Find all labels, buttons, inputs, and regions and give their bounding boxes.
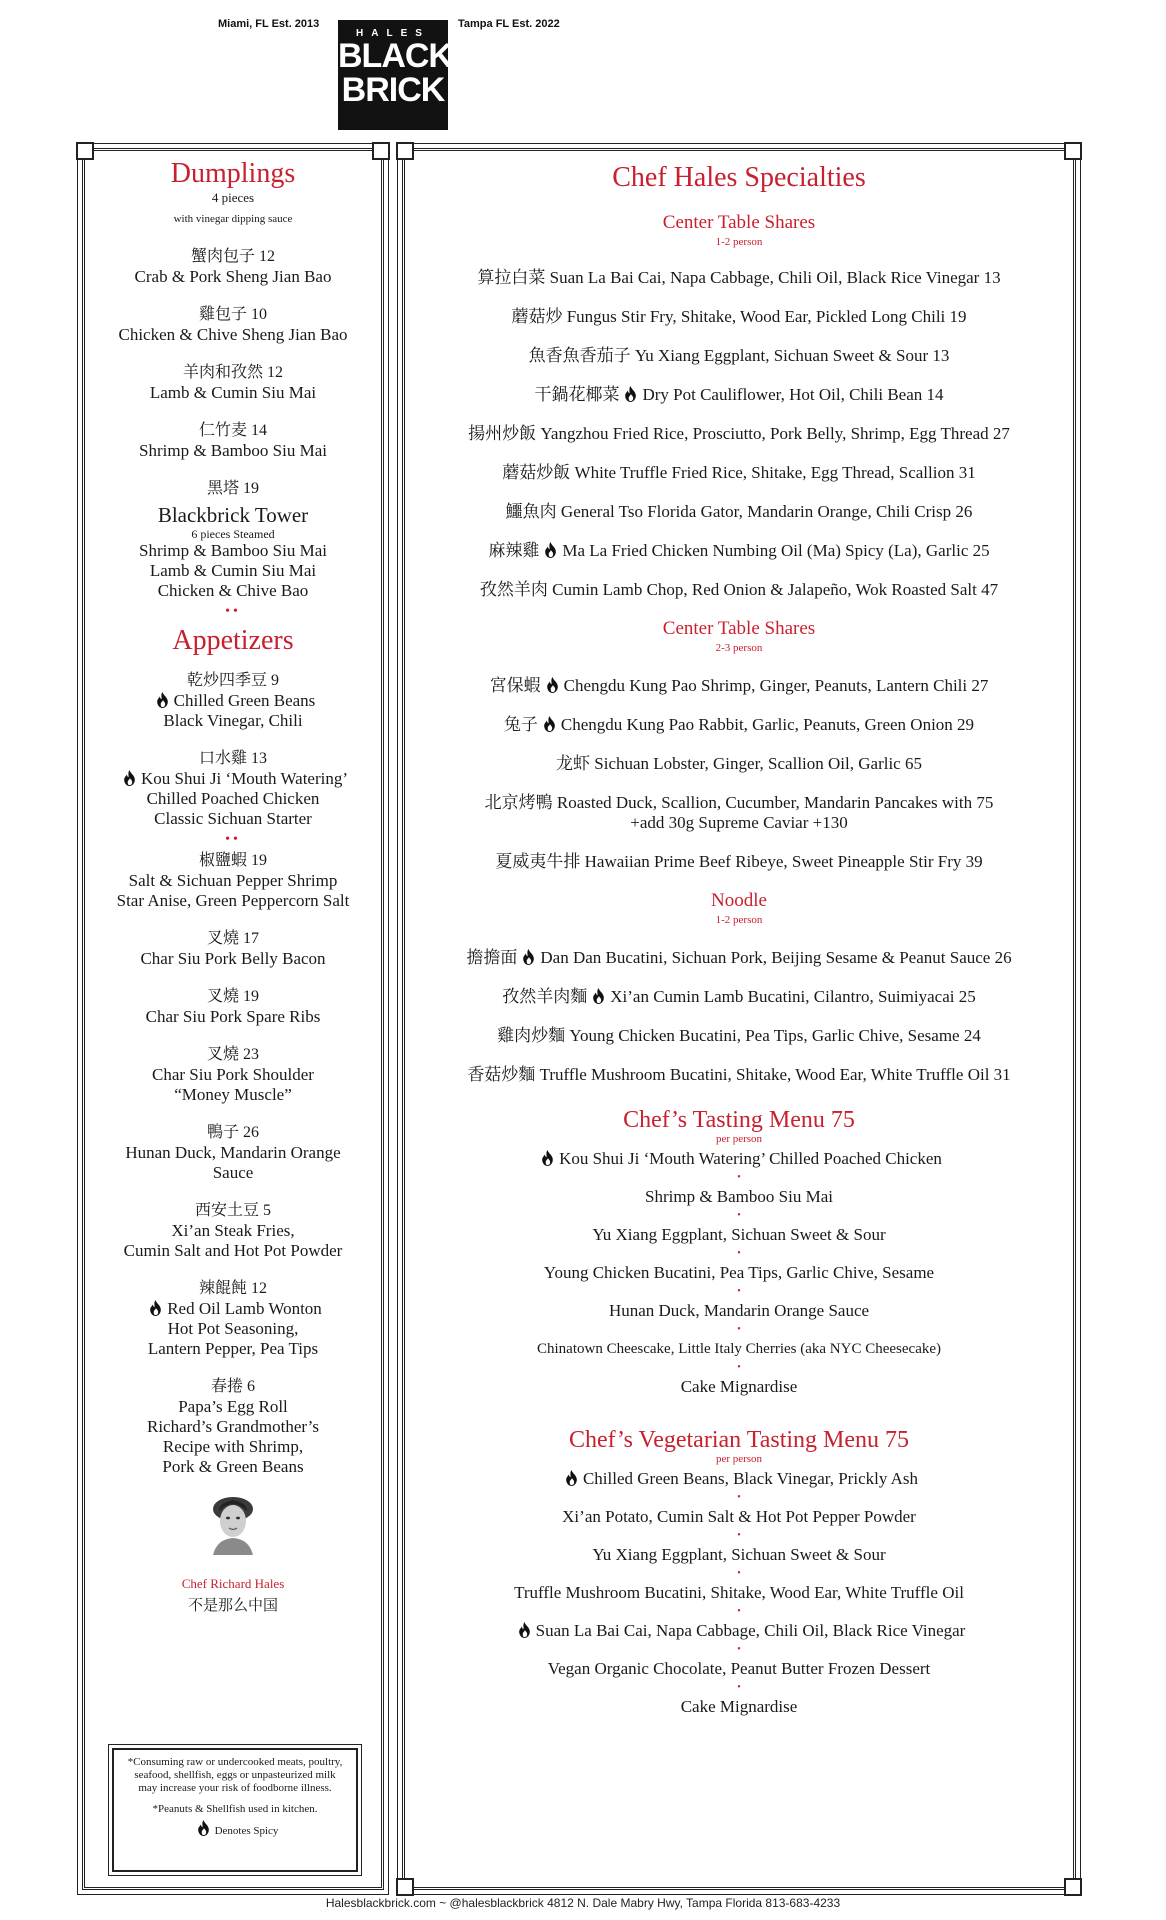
spicy-icon <box>149 1300 162 1316</box>
tasting-item-text: Suan La Bai Cai, Napa Cabbage, Chili Oil, Black Rice Vinegar <box>535 1621 966 1640</box>
chef-grandmother-portrait <box>205 1491 261 1555</box>
item-line: Sauce <box>212 1163 254 1182</box>
location-miami: Miami, FL Est. 2013 <box>218 18 320 30</box>
item-en: Chengdu Kung Pao Shrimp, Ginger, Peanuts, Lantern Chili 27 <box>563 676 989 695</box>
separator-dot: • <box>737 1286 741 1297</box>
item-cn: 蘑菇炒 <box>511 307 563 326</box>
separator-dot: • <box>737 1682 741 1693</box>
dumplings-subtitle: 4 pieces <box>211 190 255 205</box>
item-en: Yu Xiang Eggplant, Sichuan Sweet & Sour 13 <box>634 346 950 365</box>
veg-tasting-menu-title: Chef’s Vegetarian Tasting Menu 75 <box>568 1427 910 1453</box>
separator-dot: • <box>737 1606 741 1617</box>
separator-dot: • <box>737 1568 741 1579</box>
spicy-icon <box>197 1820 210 1836</box>
chef-name: Chef Richard Hales <box>181 1576 285 1591</box>
tasting-item: Xi’an Potato, Cumin Salt & Hot Pot Pepper Powder <box>562 1507 916 1526</box>
item-line: Char Siu Pork Shoulder <box>152 1065 314 1084</box>
item-line: Pork & Green Beans <box>162 1457 304 1476</box>
item-en: Dry Pot Cauliflower, Hot Oil, Chili Bean 14 <box>642 385 944 404</box>
separator-dot: • <box>737 1530 741 1541</box>
item-cn: 兔子 <box>503 715 538 734</box>
menu-item <box>406 987 1072 1007</box>
allergy-notice <box>112 1748 358 1872</box>
item-line: Char Siu Pork Belly Bacon <box>140 949 326 968</box>
item-line: Hunan Duck, Mandarin Orange <box>125 1143 341 1162</box>
spicy-icon <box>624 386 637 402</box>
item-cn: 口水雞 13 <box>198 750 267 767</box>
tasting-item: Hunan Duck, Mandarin Orange Sauce <box>608 1301 870 1320</box>
location-tampa: Tampa FL Est. 2022 <box>458 18 560 30</box>
item-en: Suan La Bai Cai, Napa Cabbage, Chili Oil, Black Rice Vinegar 13 <box>549 268 1001 287</box>
item-cn: 香菇炒麵 <box>467 1065 536 1084</box>
logo-line-brick: BRICK <box>341 71 445 109</box>
item-cn: 西安土豆 5 <box>194 1202 271 1219</box>
item-cn: 椒鹽蝦 19 <box>198 852 267 869</box>
item-cn: 算拉白菜 <box>477 268 546 287</box>
item-cn: 擔擔面 <box>466 948 518 967</box>
item-en: Young Chicken Bucatini, Pea Tips, Garlic Chive, Sesame 24 <box>569 1026 981 1045</box>
item-en: Ma La Fried Chicken Numbing Oil (Ma) Spicy (La), Garlic 25 <box>562 541 990 560</box>
item-line: Chilled Poached Chicken <box>146 789 320 808</box>
menu-item <box>86 929 380 969</box>
tower-name: Blackbrick Tower <box>157 503 309 527</box>
tasting-item <box>406 1469 1072 1489</box>
item-cn: 魚香魚香茄子 <box>528 346 631 365</box>
spicy-icon <box>522 949 535 965</box>
tower-line: Lamb & Cumin Siu Mai <box>149 561 317 580</box>
menu-item <box>406 754 1072 774</box>
menu-item <box>86 1377 380 1477</box>
item-line: Recipe with Shrimp, <box>162 1437 304 1456</box>
item-en: Truffle Mushroom Bucatini, Shitake, Wood Ear, White Truffle Oil 31 <box>539 1065 1011 1084</box>
item-cn: 叉燒 23 <box>206 1046 259 1063</box>
spicy-icon <box>541 1150 554 1166</box>
tasting-item: Vegan Organic Chocolate, Peanut Butter Frozen Dessert <box>547 1659 931 1678</box>
section-subtitle: 1-2 person <box>715 236 763 248</box>
section-subtitle: 1-2 person <box>715 914 763 926</box>
item-en: Chicken & Chive Sheng Jian Bao <box>118 325 348 344</box>
item-cn: 春捲 6 <box>210 1378 255 1395</box>
veg-tasting-menu-subtitle: per person <box>715 1453 763 1465</box>
item-en: Hawaiian Prime Beef Ribeye, Sweet Pineapple Stir Fry 39 <box>584 852 983 871</box>
spicy-icon <box>546 677 559 693</box>
tasting-item: Truffle Mushroom Bucatini, Shitake, Wood Ear, White Truffle Oil <box>514 1583 964 1602</box>
menu-item <box>86 987 380 1027</box>
item-line: Salt & Sichuan Pepper Shrimp <box>128 871 338 890</box>
tasting-item: Young Chicken Bucatini, Pea Tips, Garlic Chive, Sesame <box>543 1263 935 1282</box>
item-line: Black Vinegar, Chili <box>163 711 303 730</box>
item-cn: 宮保蝦 <box>489 676 541 695</box>
item-cn: 夏威夷牛排 <box>495 852 581 871</box>
item-line: Hot Pot Seasoning, <box>167 1319 299 1338</box>
spicy-icon <box>543 716 556 732</box>
menu-item <box>86 749 380 829</box>
consumption-warning: *Consuming raw or undercooked meats, poultry, seafood, shellfish, eggs or unpasteurized milk may increase your risk of foodborne illness. <box>127 1756 343 1794</box>
tasting-menu-title: Chef’s Tasting Menu 75 <box>623 1107 855 1133</box>
item-en: Cumin Lamb Chop, Red Onion & Jalapeño, Wok Roasted Salt 47 <box>552 580 999 599</box>
item-line: Kou Shui Ji ‘Mouth Watering’ <box>140 769 349 788</box>
item-cn: 乾炒四季豆 9 <box>186 672 279 689</box>
spicy-icon <box>565 1470 578 1486</box>
left-column <box>86 158 380 1615</box>
item-cn: 仁竹麦 14 <box>198 422 267 439</box>
menu-item <box>406 385 1072 405</box>
separator-dot: • <box>737 1492 741 1503</box>
item-line: “Money Muscle” <box>174 1085 292 1104</box>
tasting-item <box>406 1149 1072 1169</box>
tasting-item: Yu Xiang Eggplant, Sichuan Sweet & Sour <box>592 1545 886 1564</box>
item-en: Crab & Pork Sheng Jian Bao <box>134 267 332 286</box>
menu-item <box>86 1123 380 1183</box>
section-title: Center Table Shares <box>662 212 816 233</box>
section-subtitle: 2-3 person <box>715 642 763 654</box>
item-cn: 龙虾 <box>556 754 591 773</box>
tower-line: Shrimp & Bamboo Siu Mai <box>139 541 327 560</box>
menu-item <box>406 307 1072 327</box>
item-cn: 鴨子 26 <box>206 1124 259 1141</box>
dumplings-note: with vinegar dipping sauce <box>173 213 293 225</box>
menu-item <box>406 852 1072 872</box>
chef-motto: 不是那么中国 <box>187 1598 278 1614</box>
frame-corner <box>396 1878 414 1896</box>
item-line: Lantern Pepper, Pea Tips <box>147 1339 319 1358</box>
item-cn: 揚州炒飯 <box>468 424 537 443</box>
item-line: Cumin Salt and Hot Pot Powder <box>123 1241 343 1260</box>
item-cn: 北京烤鴨 <box>484 793 553 812</box>
item-line: Red Oil Lamb Wonton <box>167 1299 322 1318</box>
menu-item <box>86 851 380 911</box>
item-line: Papa’s Egg Roll <box>178 1397 288 1416</box>
tasting-item: Cake Mignardise <box>680 1697 798 1716</box>
appetizers-title: Appetizers <box>172 625 294 656</box>
menu-item <box>406 948 1072 968</box>
separator-dot: • <box>737 1210 741 1221</box>
tasting-item: Yu Xiang Eggplant, Sichuan Sweet & Sour <box>592 1225 886 1244</box>
spicy-legend: Denotes Spicy <box>214 1825 279 1837</box>
right-column <box>406 158 1072 1717</box>
item-cn: 鱷魚肉 <box>505 502 557 521</box>
item-en: Fungus Stir Fry, Shitake, Wood Ear, Pickled Long Chili 19 <box>566 307 967 326</box>
divider-dots: •• <box>225 832 241 847</box>
item-line: Star Anise, Green Peppercorn Salt <box>116 891 350 910</box>
item-line: Richard’s Grandmother’s <box>146 1417 319 1436</box>
divider-dots: •• <box>225 604 241 619</box>
separator-dot: • <box>737 1324 741 1335</box>
item-cn: 蘑菇炒飯 <box>502 463 571 482</box>
logo-top-text: HALES <box>356 28 430 39</box>
menu-item <box>406 541 1072 561</box>
item-en: Roasted Duck, Scallion, Cucumber, Mandarin Pancakes with 75 <box>556 793 994 812</box>
menu-item <box>406 1065 1072 1085</box>
tasting-item-text: Chilled Green Beans, Black Vinegar, Prickly Ash <box>582 1469 919 1488</box>
menu-item <box>86 421 380 461</box>
frame-corner <box>1064 1878 1082 1896</box>
menu-item <box>406 676 1072 696</box>
item-cn: 孜然羊肉麵 <box>502 987 588 1006</box>
menu-item <box>406 268 1072 288</box>
separator-dot: • <box>737 1248 741 1259</box>
item-cn: 雞包子 10 <box>198 306 267 323</box>
spicy-icon <box>518 1622 531 1638</box>
separator-dot: • <box>737 1362 741 1373</box>
allergy-warning: *Peanuts & Shellfish used in kitchen. <box>152 1803 318 1815</box>
separator-dot: • <box>737 1172 741 1183</box>
item-en: Lamb & Cumin Siu Mai <box>149 383 317 402</box>
spicy-icon <box>544 542 557 558</box>
item-cn: 叉燒 17 <box>206 930 259 947</box>
item-en: Sichuan Lobster, Ginger, Scallion Oil, Garlic 65 <box>594 754 922 773</box>
item-addon: +add 30g Supreme Caviar +130 <box>630 813 848 832</box>
item-cn: 干鍋花椰菜 <box>534 385 620 404</box>
spicy-icon <box>156 692 169 708</box>
menu-item <box>86 671 380 731</box>
item-line: Classic Sichuan Starter <box>154 809 312 828</box>
section-title: Center Table Shares <box>662 618 816 639</box>
item-cn: 辣餛飩 12 <box>198 1280 267 1297</box>
menu-item <box>406 793 1072 833</box>
logo <box>338 20 452 130</box>
menu-item <box>86 1045 380 1105</box>
tasting-menu-subtitle: per person <box>715 1133 763 1145</box>
tasting-item: Chinatown Cheescake, Little Italy Cherries (aka NYC Cheesecake) <box>536 1341 942 1357</box>
menu-item <box>406 715 1072 735</box>
menu-item <box>406 346 1072 366</box>
menu-item <box>86 1279 380 1359</box>
item-cn: 孜然羊肉 <box>479 580 548 599</box>
separator-dot: • <box>737 1644 741 1655</box>
item-cn: 蟹肉包子 12 <box>190 248 275 265</box>
item-cn: 叉燒 19 <box>206 988 259 1005</box>
item-line: Xi’an Steak Fries, <box>171 1221 295 1240</box>
tower-note: 6 pieces Steamed <box>191 527 275 541</box>
item-en: Shrimp & Bamboo Siu Mai <box>139 441 327 460</box>
section-title: Noodle <box>711 890 767 911</box>
menu-item <box>86 363 380 403</box>
item-en: Dan Dan Bucatini, Sichuan Pork, Beijing Sesame & Peanut Sauce 26 <box>540 948 1012 967</box>
tasting-item: Cake Mignardise <box>680 1377 798 1396</box>
footer-contact: Halesblackbrick.com ~ @halesblackbrick 4812 N. Dale Mabry Hwy, Tampa Florida 813-683-4233 <box>325 1896 841 1910</box>
item-cn: 黑塔 19 <box>206 480 259 497</box>
item-line: Chilled Green Beans <box>173 691 316 710</box>
tower-item <box>86 479 380 601</box>
menu-item <box>406 580 1072 600</box>
item-en: Xi’an Cumin Lamb Bucatini, Cilantro, Suimiyacai 25 <box>610 987 976 1006</box>
tasting-item-text: Kou Shui Ji ‘Mouth Watering’ Chilled Poached Chicken <box>559 1149 942 1168</box>
item-en: Chengdu Kung Pao Rabbit, Garlic, Peanuts, Green Onion 29 <box>560 715 975 734</box>
specialties-title: Chef Hales Specialties <box>612 162 866 193</box>
menu-item <box>406 424 1072 444</box>
menu-item <box>406 1026 1072 1046</box>
menu-item <box>86 1201 380 1261</box>
item-en: White Truffle Fried Rice, Shitake, Egg Thread, Scallion 31 <box>574 463 976 482</box>
item-en: General Tso Florida Gator, Mandarin Orange, Chili Crisp 26 <box>560 502 973 521</box>
menu-item <box>406 502 1072 522</box>
item-line: Char Siu Pork Spare Ribs <box>145 1007 321 1026</box>
tower-line: Chicken & Chive Bao <box>157 581 309 600</box>
dumplings-title: Dumplings <box>170 158 296 189</box>
menu-item <box>86 247 380 287</box>
tasting-item <box>406 1621 1072 1641</box>
item-en: Yangzhou Fried Rice, Prosciutto, Pork Belly, Shrimp, Egg Thread 27 <box>540 424 1010 443</box>
menu-item <box>406 463 1072 483</box>
spicy-icon <box>592 988 605 1004</box>
menu-item <box>86 305 380 345</box>
item-cn: 雞肉炒麵 <box>497 1026 566 1045</box>
item-cn: 羊肉和孜然 12 <box>182 364 283 381</box>
logo-line-black: BLACK <box>338 37 452 75</box>
item-cn: 麻辣雞 <box>488 541 540 560</box>
tasting-item: Shrimp & Bamboo Siu Mai <box>645 1187 833 1206</box>
spicy-icon <box>123 770 136 786</box>
